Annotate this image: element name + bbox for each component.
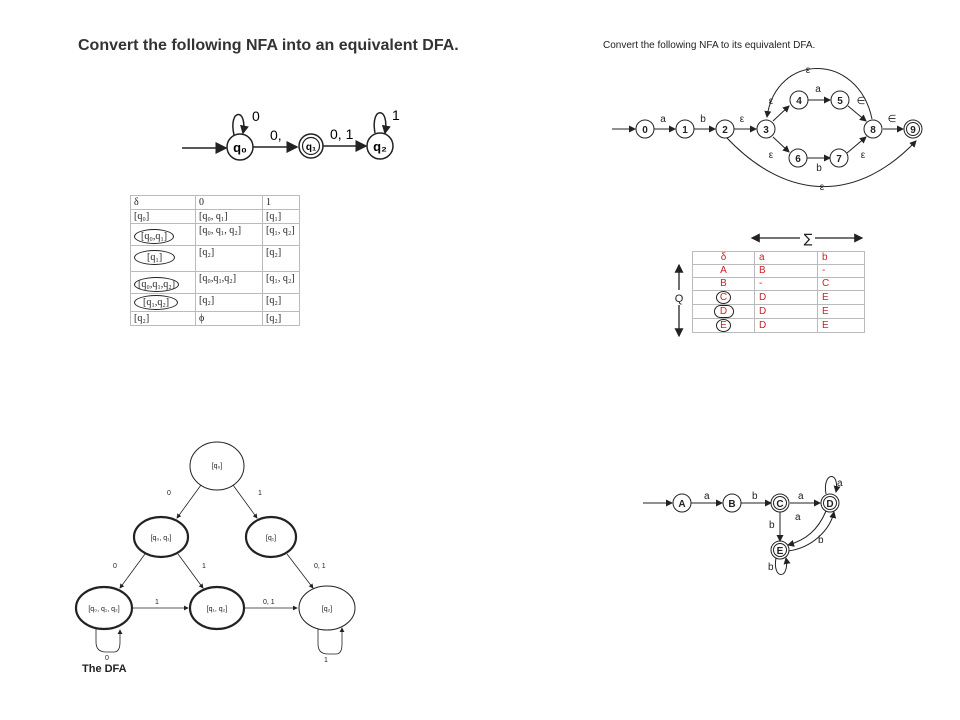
table-cell: [q₂] [263,294,300,312]
dfa-edge-label: 0 [105,655,109,662]
table-cell: ϕ [196,312,263,326]
dfa-self-loop [775,558,786,575]
nfa-edge-label: b [816,163,822,174]
table-cell: [q₀,q₁,q₂] [196,272,263,294]
nfa-edge-label: a [660,114,666,125]
dfa-state-label: [q₀, q₁, q₂] [88,606,120,613]
dfa-self-loop [825,476,836,494]
sigma-symbol: ∑ [803,232,813,247]
left-title: Convert the following NFA into an equivalent DFA. [78,37,459,54]
dfa-edge-label: 1 [202,563,206,570]
final-state-circle: E [716,319,731,332]
table-cell: - [818,265,865,278]
table-cell: E [818,305,865,319]
table-cell: δ [131,196,196,210]
table-cell: E [818,291,865,305]
nfa-state-label: 3 [763,125,769,136]
state-q2-label: q₂ [373,139,387,154]
dfa-state-label: [q₀, q₁] [150,535,172,542]
table-cell: D [755,291,818,305]
nfa-state-label: 4 [796,96,802,107]
table-cell: D [755,319,818,333]
dfa-edge-label: a [837,478,843,489]
final-state-circle: D [714,305,734,318]
edge-q1-q2-label: 0, 1 [330,126,354,142]
state-q0-label: q₀ [233,140,247,155]
table-cell: [q₂] [263,246,300,272]
table-cell: b [818,252,865,265]
loop-q2-label: 1 [392,107,400,123]
dfa-edge-label: 0 [113,563,117,570]
loop-q0-label: 0 [252,108,260,124]
table-cell: [q₂] [131,312,196,326]
state-q1-label: q₁ [305,142,317,153]
table-cell: [q₂] [196,246,263,272]
nfa-edge-label: ∈ [856,96,866,107]
table-cell: [q₂] [263,312,300,326]
nfa-state-label: 1 [682,125,688,136]
dfa-state-label: A [678,499,686,510]
dfa-edge-label: 1 [324,657,328,664]
dfa-state-label: B [728,499,736,510]
dfa-state-label: D [826,499,834,510]
table-cell: D [755,305,818,319]
marked-state-oval: [q₀,q₁] [134,229,174,244]
table-cell: [q₂] [196,294,263,312]
nfa-edge-label: ε [860,150,866,161]
nfa-edge-label: ε [768,150,774,161]
table-cell: A [693,265,755,278]
table-cell: E [818,319,865,333]
marked-state-oval: [q₀,q₁,q₂] [134,277,179,292]
dfa-state-label: [q₁, q₂] [206,606,228,613]
dfa-edge-label: a [795,512,801,523]
dfa-edge-label: b [769,520,775,531]
dfa-edge-label: 1 [258,490,262,497]
nfa-edge-label: ε [805,65,811,76]
table-cell: 0 [196,196,263,210]
nfa-state-label: 0 [642,125,648,136]
dfa-state-label: [q₀] [211,463,223,470]
dfa-edge-label: a [704,491,710,502]
marked-state-oval: [q₁] [134,250,175,265]
dfa-edge-label: b [752,491,758,502]
edge-q0-q1-label: 0, [270,127,282,143]
final-state-circle: C [716,291,731,304]
marked-state-oval: [q₁,q₂] [134,295,178,310]
right-title: Convert the following NFA to its equivalent DFA. [603,40,816,51]
nfa-edge-label: b [700,114,706,125]
dfa-edge-label: 0, 1 [263,599,275,606]
table-cell: C [818,278,865,291]
nfa-state-label: 5 [837,96,843,107]
dfa-edge-label: 0 [167,490,171,497]
table-cell: [q₁, q₂] [263,224,300,246]
table-cell: 1 [263,196,300,210]
dfa-edge-label: a [798,491,804,502]
table-cell: B [693,278,755,291]
nfa-edge-label: ∈ [887,114,897,125]
nfa-edge-label: a [815,84,821,95]
nfa-state-label: 2 [722,125,728,136]
nfa-edge-label: ε [819,182,825,193]
nfa-state-label: 6 [795,154,801,165]
dfa-state-label: [q₂] [321,606,333,613]
nfa-state-label: 8 [870,125,876,136]
dfa-state-label: C [776,499,784,510]
dfa-caption: The DFA [82,663,127,675]
table-cell: - [755,278,818,291]
dfa-state-label: E [776,546,784,557]
nfa-state-label: 7 [836,154,842,165]
dfa-edge-label: 0, 1 [314,563,326,570]
dfa-edge-label: 1 [155,599,159,606]
table-cell: B [755,265,818,278]
table-cell: [q₁] [263,210,300,224]
q-label: Q [674,293,684,305]
table-cell: δ [693,252,755,265]
table-cell: a [755,252,818,265]
table-cell: [q₀, q₁] [196,210,263,224]
table-cell: [q₁, q₂] [263,272,300,294]
nfa-edge-label: ε [739,114,745,125]
table-cell: [q₀] [131,210,196,224]
dfa-edge-label: b [818,535,824,546]
dfa-state-label: [q₁] [265,535,277,542]
nfa-state-label: 9 [910,125,916,136]
table-cell: [q₀, q₁, q₂] [196,224,263,246]
nfa-edge-label: ε [768,96,774,107]
dfa-edge-label: b [768,562,774,573]
